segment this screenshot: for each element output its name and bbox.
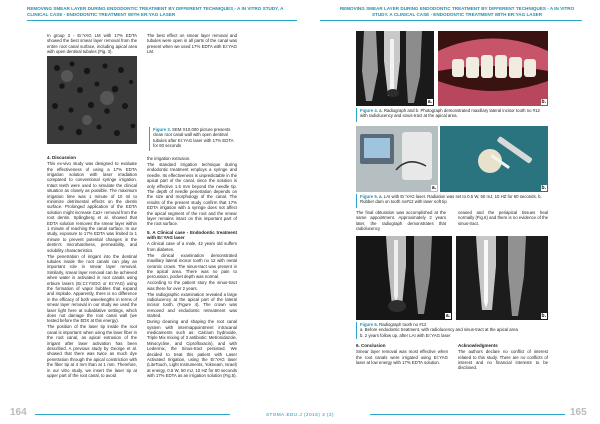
discussion-section <box>47 152 137 404</box>
discussion-paragraph: This ex-vivo study was designed to evaluate the effectiveness of using a 17% EDTA irrigation solution with laser irradiation compared to conventional syringe irrigation. Intact teeth were used to simulate the clinical situation as closely as possible. The maximum irrigation time was 1 minute of 10 ml to minimize detrimental effects on the dentin surface. Prolonged application of the EDTA solution might increase Ca2+ removal from the root dentin. Spångberg et al. showed that EDTA solution removes the smear layer within 1 minute of reaching the canal surface. In our study, exposure to 17% EDTA was limited to 1 minute to prevent potential changes in the dentin's microhardness, permeability, and solubility characteristics. <box>47 161 137 253</box>
figure-4-caption <box>356 108 548 122</box>
case-paragraph: According to the patient story the sinus-tract was there for over 2 years. <box>147 280 237 291</box>
figure-6-label: Figure 6. <box>360 322 378 327</box>
discussion-continued-line: the irrigation extrusion. <box>147 156 191 161</box>
figure-4b-label: b. <box>541 99 546 105</box>
section-title-discussion: 4. Discussion <box>47 155 77 160</box>
figure-6-caption <box>356 322 548 339</box>
section-title-conclusion: 6. Conclusion <box>356 343 386 348</box>
conclusion-section <box>356 340 448 400</box>
figure-6a-label: a. <box>445 313 450 319</box>
figure-5-caption-text: a. LAI with Er:YAG laser. Radiation was set to 0.5 W, 50 mJ, 10 HZ for 60 seconds. b. Rubber dam on tooth no#12 with laser soft tip <box>360 194 542 205</box>
figure-3-caption-text: SEM X10,000 picture presents clean root canal wall with open dentinal tubules after Er:YAG laser with 17% EDTA for 60 seconds <box>153 127 234 148</box>
results-summary <box>147 33 237 55</box>
figure-3-caption <box>149 127 237 151</box>
sem-image-figure-3 <box>47 56 137 144</box>
figure-5a-label: a. <box>431 185 436 191</box>
figure-6-caption-b: b. 2 years follow up, after LAI with Er:YAG laser <box>360 332 451 338</box>
conclusion-paragraph: Smear layer removal was most effective when the root canals were irrigated using Er:YAG laser at low energy with 17% EDTA solution. <box>356 349 448 365</box>
figure-5b-label: b. <box>541 185 546 191</box>
figure-4-caption-text: a. Radiograph and b. Photograph demonstrated maxillary lateral incisor tooth no #12 with radiolucency and sinus-tract at the apical area. <box>360 108 540 119</box>
figure-4a-label: a. <box>427 99 432 105</box>
page-number-right: 165 <box>570 407 587 418</box>
header-rule-left <box>27 20 297 21</box>
discussion-paragraph: The position of the laser tip inside the root canal is important: when using the laser fiber in the root canal, as apical extrusion of the irrigant after laser activation has been described. A previous study by George et al. showed that there was twice as much dye penetration through the apical constriction with the fiber tip at 4 mm than at 1 mm. Therefore, in our vitro study, we insert the laser tip at upper part of the root canal, to avoid <box>47 324 137 378</box>
figure-6-caption-title: Radiograph tooth no #12 <box>379 322 427 327</box>
results-summary-paragraph: The best effect on smear layer removal and tubules were open in all parts of the canal was present when we used 17% EDTA with Er:YAG LM. <box>147 33 237 55</box>
photograph-figure-5b <box>440 126 548 192</box>
case-paragraph: The radiographic examination revealed a large radiolucency at the apical part of the lateral incisor tooth. (Figure 4). The crown was removed and endodontic retreatment was started. <box>147 291 237 319</box>
photograph-figure-5a <box>356 126 438 192</box>
discussion-continued <box>147 156 237 404</box>
case-paragraph: A clinical case of a male, 42 years old suffers from diabetes. <box>147 241 237 252</box>
section-title-clinical-case: 5. A Clinical case - Endodontic treatment with Er:YAG laser <box>147 229 237 241</box>
footer-rule-right <box>370 414 565 415</box>
running-header-left: REMOVING SMEAR LAYER DURING ENDODONTIC TREATMENT BY DIFFERENT TECHNIQUES - A IN VITRO STUDY. A CLINICAL CASE - ENDODONTIC TREATMENT WITH ER:YAG LASER <box>27 6 284 17</box>
header-rule-right <box>320 20 582 21</box>
case-paragraph: During cleaning and shaping the root canal system with intermappointment intracanal medicaments such as: Calcium hydroxide, Triple Mix mixing of 3 antibiotic: Metronidazole, Minocycline, and Ciprofloxacin), and with Ledermix, the Sinus-tract persisted. We decided to treat this patient with Laser Activated Irrigation, using the Er:YAG laser (LiteTouch, Light Instruments, Yokneam, Israel) at energy, 0.5 W, 50 mJ, 10 HZ for 60 seconds with 17% EDTA as an irrigation solution (Fig.5). <box>147 319 237 379</box>
figure-5-caption <box>356 194 548 208</box>
footer-rule-left <box>35 414 230 415</box>
figure-3-placeholder <box>147 57 237 127</box>
running-header-right: REMOVING SMEAR LAYER DURING ENDODONTIC TREATMENT BY DIFFERENT TECHNIQUES - A IN VITRO STUDY. A CLINICAL CASE - ENDODONTIC TREATMENT WITH ER:YAG LASER <box>339 6 575 17</box>
discussion-paragraph: The penetration of irrigant into the dentinal tubules inside the root canals can play an important role in smear layer removal. Similarly, smear layer removal can be achieved when water is activated in root canals using erbium lasers (Er,Cr:YSGG or Er:YAG) using the formation of vapor bubbles that expand and implode. Apparently, there is no difference in the efficacy of both wavelengths in terms of smear layer removal in our study we used the laser light here at subablative settings, which does not damage the root canal wall (we tested before the EDX at this energy). <box>47 253 137 324</box>
obturation-text-a <box>356 210 446 234</box>
obturation-paragraph-continued: ceased and the periapical tissues heal normally (Fig.6) and there is no evidence of the sinus-tract. <box>458 210 548 226</box>
case-paragraph: The clinical examination demonstrated maxillary lateral incisor tooth no 12 with metal ceramic crown. The sinus-tract was present in the apical area. There was no pain to percussion, pocket depth was normal. <box>147 252 237 280</box>
acknowledgments-section <box>458 340 548 400</box>
radiograph-figure-6a <box>356 236 452 320</box>
radiograph-figure-4a <box>356 31 434 106</box>
page-number-left: 164 <box>10 407 27 418</box>
obturation-paragraph: The final obturation was accomplished at the same appointment. Approximately 2 years later, the radiograph demonstrates that radiolucency <box>356 210 446 232</box>
section-title-acknowledgments: Acknowledgments <box>458 343 498 348</box>
acknowledgments-paragraph: The authors declare no conflict of interest related to this study. There are no conflicts of interest and no financial interests to be disclosed. <box>458 349 548 371</box>
figure-5-label: Figure 5. <box>360 194 378 199</box>
results-paragraph: In group 3 - Er:YAG LM with 17% EDTA showed the best smear layer removal from the entire root canal surface, including apical area with open dentinal tubules (Fig. 3). <box>47 33 137 55</box>
figure-3-label: Figure 3. <box>153 127 171 132</box>
obturation-text-b <box>458 210 548 234</box>
radiograph-figure-6b <box>456 236 548 320</box>
figure-4-label: Figure 4. <box>360 108 378 113</box>
journal-citation: STOMA.EDU.J (2016) 3 (2) <box>265 412 335 417</box>
figure-6-caption-a: a. Before endodontic treatment, with radiolucency and sinus-tract at the apical area <box>360 327 518 333</box>
discussion-paragraph: The standard irrigation technique during endodontic treatment employs a syringe and needle. Its effectiveness is unpredictable in the apical part of the canal, since the solution is only effective 1.5 mm beyond the needle tip. The depth of needle penetration depends on the size and morphology of the canal. The results of the present study confirm that 17% EDTA irrigation with a syringe does not affect the apical segment of the root and the smear layer remains intact on this important part of the root surface. <box>147 161 237 227</box>
photograph-figure-4b <box>438 31 548 106</box>
figure-6b-label: b. <box>541 313 546 319</box>
